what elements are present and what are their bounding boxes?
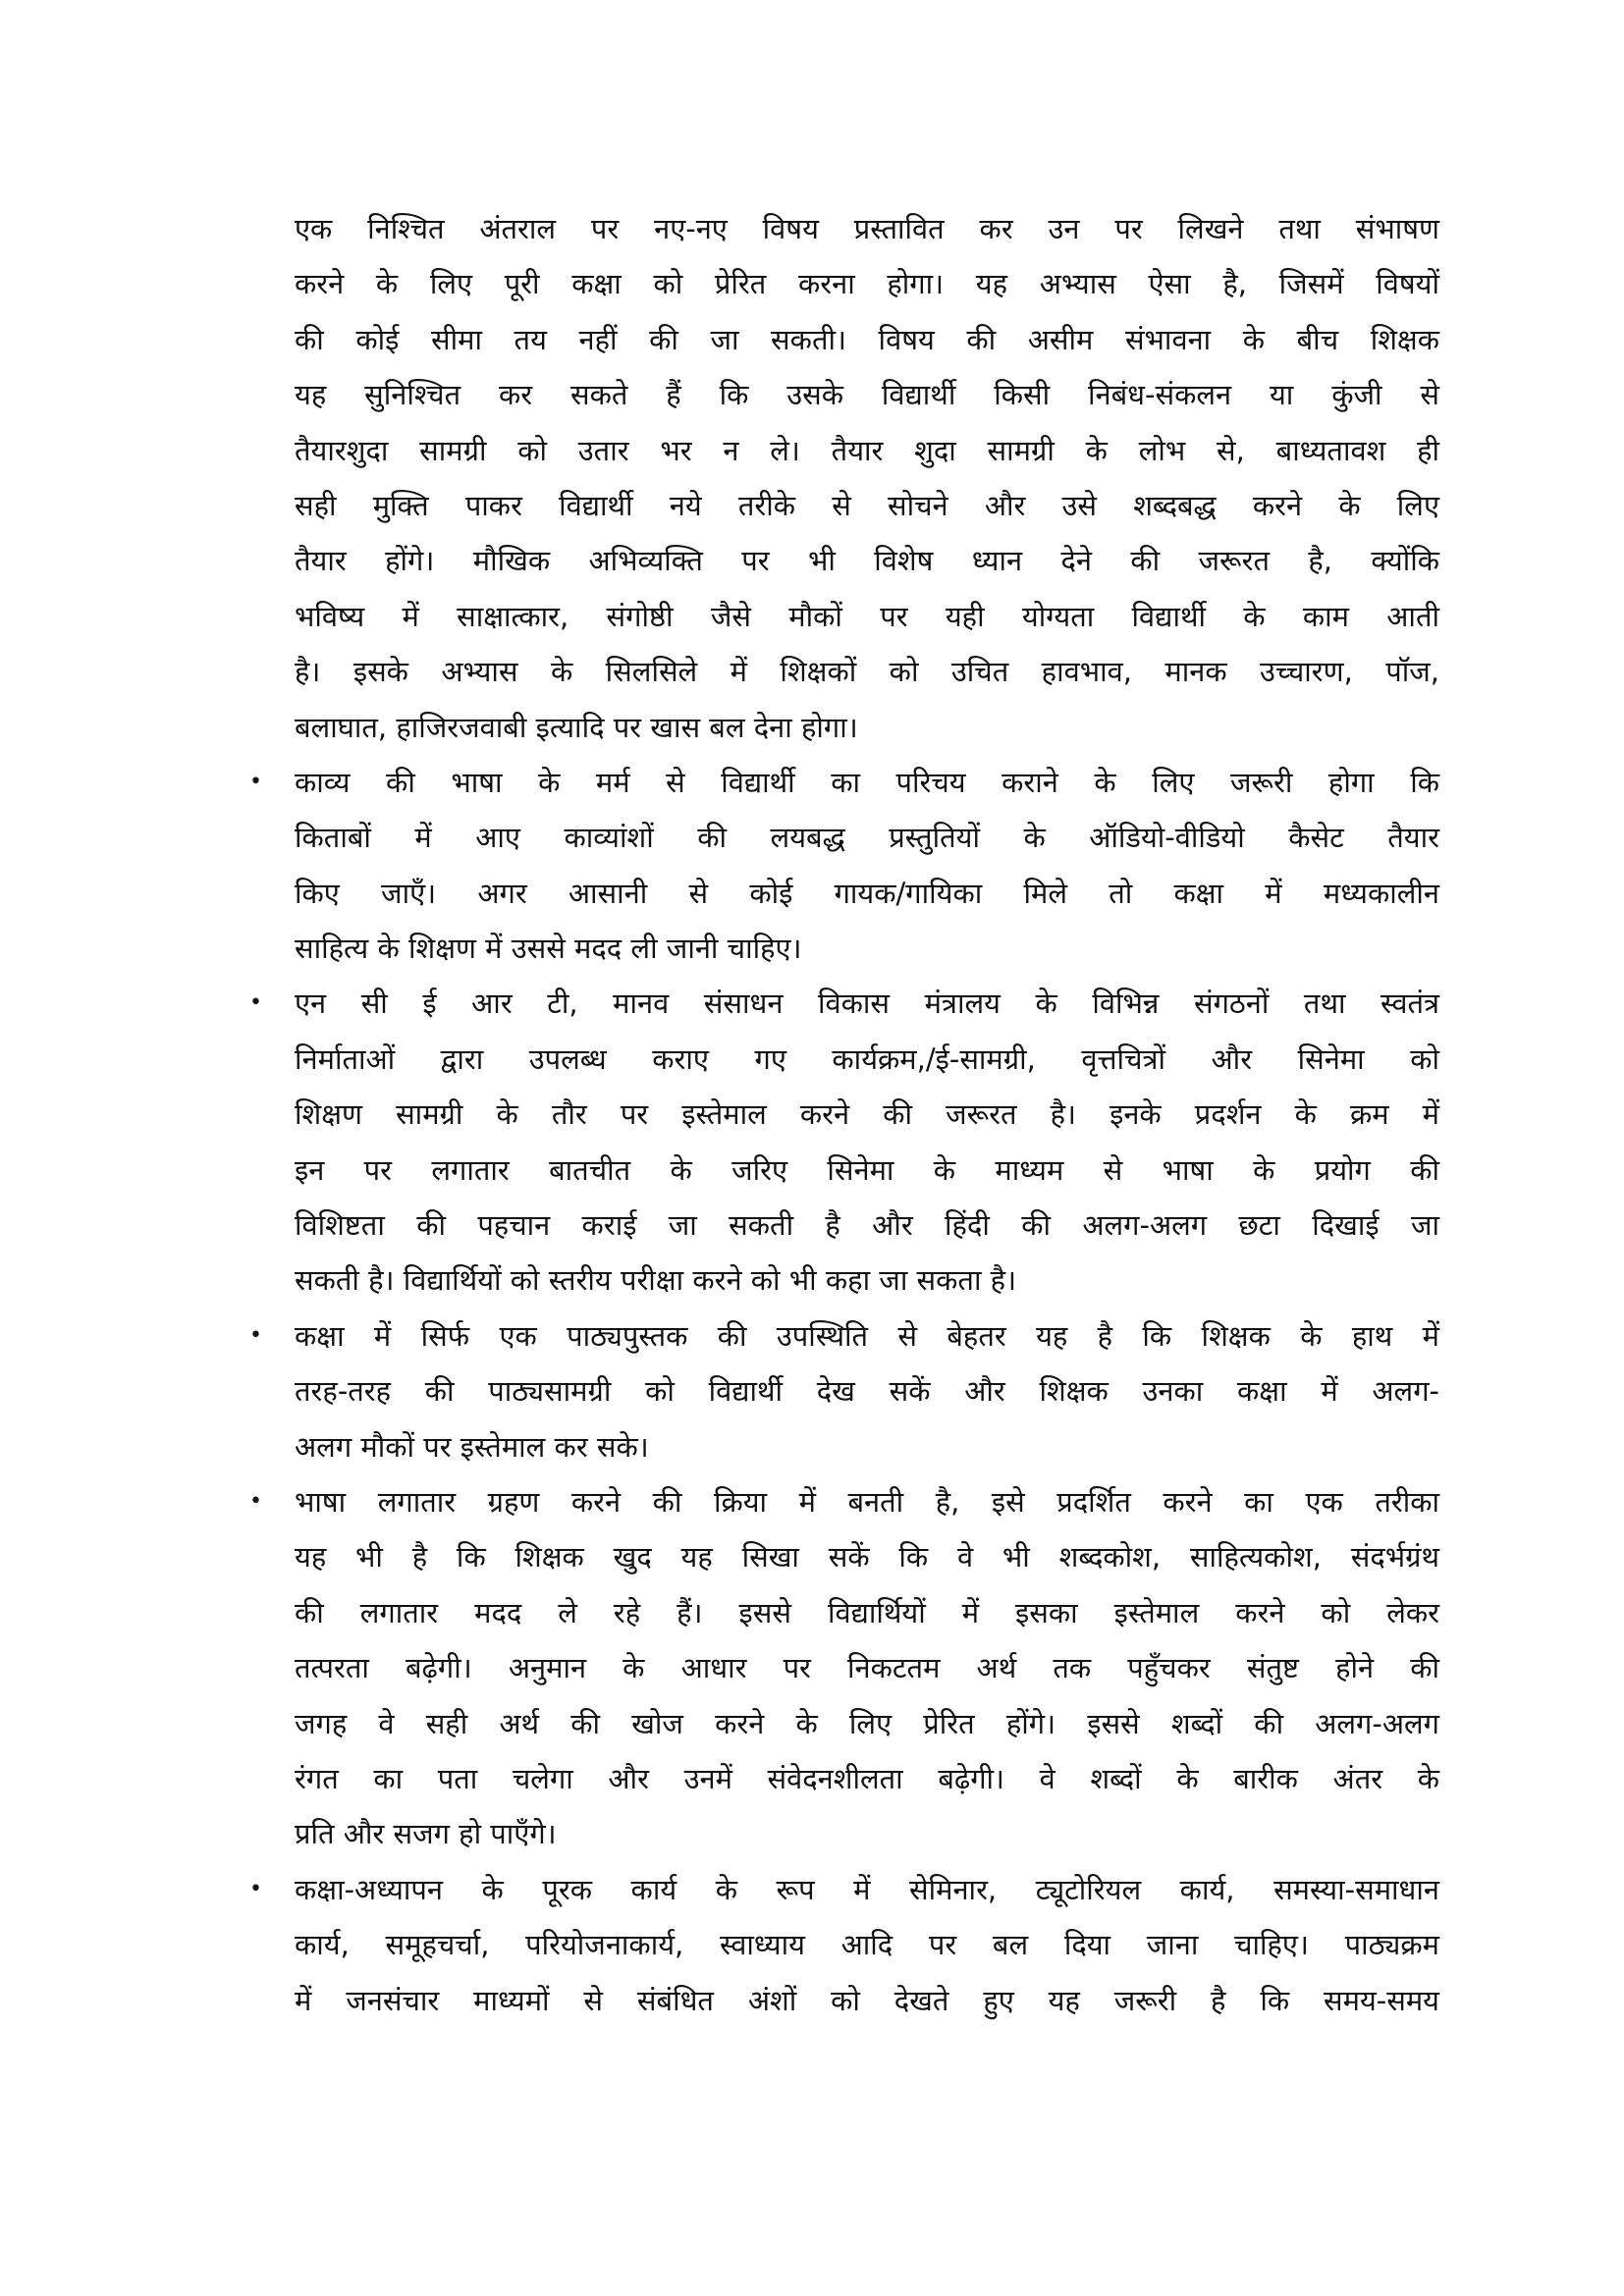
- text-line: प्रति और सजग हो पाएँगे।: [295, 1817, 557, 1851]
- text-line: की कोई सीमा तय नहीं की जा सकती। विषय की असीम संभावना के बीच शिक्षक: [295, 322, 1439, 356]
- bullet-icon: •: [249, 769, 262, 794]
- text-line: इन पर लगातार बातचीत के जरिए सिनेमा के माध्यम से भाषा के प्रयोग की: [295, 1152, 1439, 1187]
- text-line: तत्परता बढ़ेगी। अनुमान के आधार पर निकटतम अर्थ तक पहुँचकर संतुष्ट होने की: [295, 1651, 1439, 1685]
- text-line: रंगत का पता चलेगा और उनमें संवेदनशीलता बढ़ेगी। वे शब्दों के बारीक अंतर के: [295, 1761, 1439, 1795]
- text-line: काव्य की भाषा के मर्म से विद्यार्थी का परिचय कराने के लिए जरूरी होगा कि: [295, 765, 1439, 799]
- bullet-list-item: [249, 976, 1439, 1308]
- text-line: एक निश्चित अंतराल पर नए-नए विषय प्रस्तावित कर उन पर लिखने तथा संभाषण: [295, 212, 1439, 245]
- text-line: भाषा लगातार ग्रहण करने की क्रिया में बनती है, इसे प्रदर्शित करने का एक तरीका: [295, 1484, 1439, 1519]
- text-line: में जनसंचार माध्यमों से संबंधित अंशों को देखते हुए यह जरूरी है कि समय-समय: [295, 1983, 1439, 2017]
- text-line: किए जाएँ। अगर आसानी से कोई गायक/गायिका मिले तो कक्षा में मध्यकालीन: [295, 876, 1439, 910]
- text-line: भविष्य में साक्षात्कार, संगोष्ठी जैसे मौकों पर यही योग्यता विद्यार्थी के काम आती: [295, 599, 1439, 633]
- text-line: निर्माताओं द्वारा उपलब्ध कराए गए कार्यक्रम,/ई-सामग्री, वृत्तचित्रों और सिनेमा को: [295, 1041, 1439, 1076]
- text-line: अलग मौकों पर इस्तेमाल कर सके।: [295, 1429, 649, 1464]
- bullet-icon: •: [249, 1488, 262, 1514]
- text-line: कार्य, समूहचर्चा, परियोजनाकार्य, स्वाध्याय आदि पर बल दिया जाना चाहिए। पाठ्यक्रम: [295, 1928, 1439, 1962]
- bullet-list-item: [249, 1862, 1439, 2028]
- text-line: है। इसके अभ्यास के सिलसिले में शिक्षकों को उचित हावभाव, मानक उच्चारण, पॉज,: [295, 655, 1439, 689]
- text-line: किताबों में आए काव्यांशों की लयबद्ध प्रस्तुतियों के ऑडियो-वीडियो कैसेट तैयार: [295, 821, 1439, 855]
- text-line: शिक्षण सामग्री के तौर पर इस्तेमाल करने की जरूरत है। इनके प्रदर्शन के क्रम में: [295, 1097, 1439, 1132]
- document-body: [249, 201, 1439, 2028]
- text-line: बलाघात, हाजिरजवाबी इत्यादि पर खास बल देना होगा।: [295, 710, 858, 744]
- bullet-list-item: [249, 1308, 1439, 1474]
- text-line: यह भी है कि शिक्षक खुद यह सिखा सकें कि वे भी शब्दकोश, साहित्यकोश, संदर्भग्रंथ: [295, 1540, 1439, 1575]
- text-line: कक्षा-अध्यापन के पूरक कार्य के रूप में सेमिनार, ट्यूटोरियल कार्य, समस्या-समाधान: [295, 1872, 1439, 1906]
- bullet-icon: •: [249, 990, 262, 1016]
- bullet-list-item: [249, 755, 1439, 977]
- text-line: सकती है। विद्यार्थियों को स्तरीय परीक्षा करने को भी कहा जा सकता है।: [295, 1263, 1017, 1298]
- paragraph: [295, 201, 1439, 755]
- text-line: तरह-तरह की पाठ्यसामग्री को विद्यार्थी देख सकें और शिक्षक उनका कक्षा में अलग-: [295, 1374, 1439, 1409]
- text-line: करने के लिए पूरी कक्षा को प्रेरित करना होगा। यह अभ्यास ऐसा है, जिसमें विषयों: [295, 267, 1439, 301]
- text-line: एन सी ई आर टी, मानव संसाधन विकास मंत्रालय के विभिन्न संगठनों तथा स्वतंत्र: [295, 987, 1439, 1021]
- text-line: तैयार होंगे। मौखिक अभिव्यक्ति पर भी विशेष ध्यान देने की जरूरत है, क्योंकि: [295, 544, 1439, 578]
- text-line: साहित्य के शिक्षण में उससे मदद ली जानी चाहिए।: [295, 932, 802, 966]
- text-line: की लगातार मदद ले रहे हैं। इससे विद्यार्थियों में इसका इस्तेमाल करने को लेकर: [295, 1595, 1439, 1629]
- text-line: सही मुक्ति पाकर विद्यार्थी नये तरीके से सोचने और उसे शब्दबद्ध करने के लिए: [295, 488, 1439, 522]
- bullet-list-item: [249, 1474, 1439, 1862]
- text-line: कक्षा में सिर्फ एक पाठ्यपुस्तक की उपस्थिति से बेहतर यह है कि शिक्षक के हाथ में: [295, 1318, 1439, 1353]
- bullet-icon: •: [249, 1322, 262, 1348]
- text-line: यह सुनिश्चित कर सकते हैं कि उसके विद्यार्थी किसी निबंध-संकलन या कुंजी से: [295, 378, 1439, 412]
- text-line: विशिष्टता की पहचान कराई जा सकती है और हिंदी की अलग-अलग छटा दिखाई जा: [295, 1208, 1439, 1243]
- text-line: जगह वे सही अर्थ की खोज करने के लिए प्रेरित होंगे। इससे शब्दों की अलग-अलग: [295, 1706, 1439, 1740]
- bullet-icon: •: [249, 1876, 262, 1901]
- text-line: तैयारशुदा सामग्री को उतार भर न ले। तैयार शुदा सामग्री के लोभ से, बाध्यतावश ही: [295, 433, 1439, 467]
